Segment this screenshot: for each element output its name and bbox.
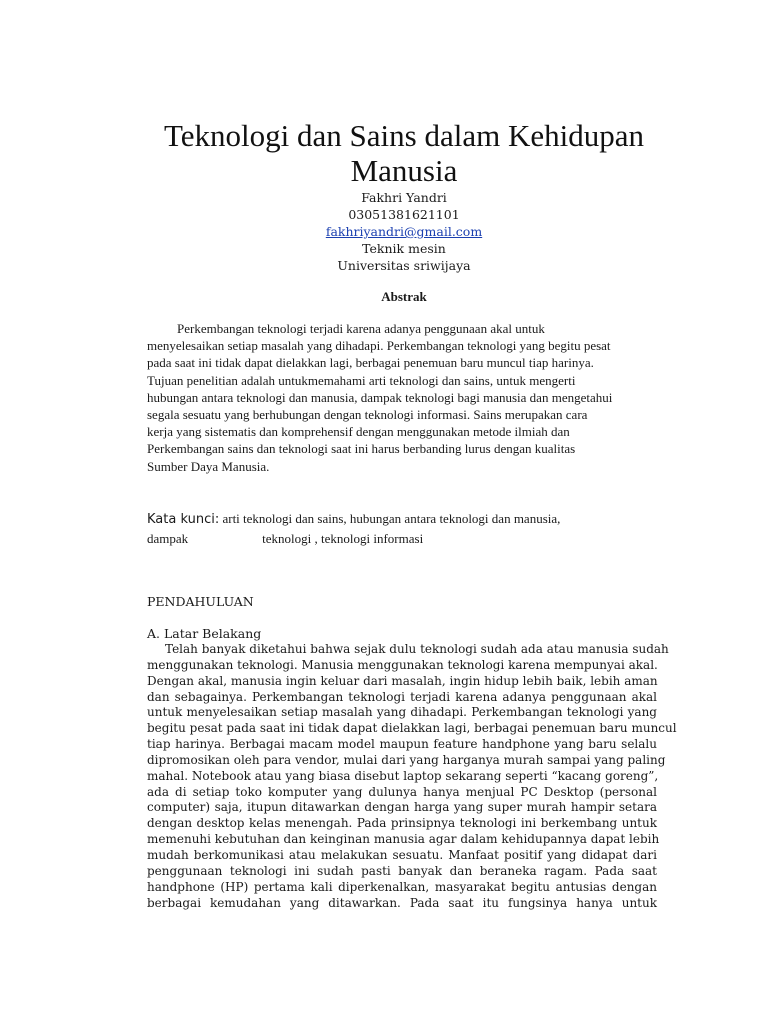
author-name: Fakhri Yandri (361, 190, 447, 205)
body-line: dengan desktop kelas menengah. Pada prinsipnya teknologi ini berkembang untuk (147, 816, 657, 831)
keywords-text: arti teknologi dan sains, hubungan antara teknologi dan manusia, (222, 511, 561, 526)
abstract-body (147, 320, 657, 475)
body-line: begitu pesat pada saat ini tidak dapat dielakkan lagi, berbagai penemuan baru muncul (147, 721, 677, 736)
abstract-heading: Abstrak (381, 289, 427, 304)
author-block (0, 189, 768, 274)
section-heading: PENDAHULUAN (147, 594, 254, 609)
abstract-line: menyelesaikan setiap masalah yang dihadapi. Perkembangan teknologi yang begitu pesat (147, 338, 611, 354)
keywords-text: dampak (147, 531, 189, 546)
abstract-line: pada saat ini tidak dapat dielakkan lagi, berbagai penemuan baru muncul tiap harinya. (147, 355, 594, 371)
body-line: dipromosikan oleh para vendor, mulai dari yang harganya murah sampai yang paling (147, 752, 666, 767)
university: Universitas sriwijaya (337, 258, 471, 273)
body-line: mahal. Notebook atau yang biasa disebut laptop sekarang seperti “kacang goreng”, (147, 768, 659, 783)
title-line-1: Teknologi dan Sains dalam Kehidupan (164, 118, 644, 153)
body-line: dan sebagainya. Perkembangan teknologi terjadi karena adanya penggunaan akal (147, 689, 657, 704)
subsection-heading: A. Latar Belakang (147, 626, 262, 641)
department: Teknik mesin (362, 241, 446, 256)
abstract-line: Tujuan penelitian adalah untukmemahami arti teknologi dan sains, untuk mengerti (147, 372, 576, 388)
body-paragraph (147, 642, 677, 911)
body-line: menggunakan teknologi. Manusia menggunakan teknologi karena mempunyai akal. (147, 657, 658, 672)
body-line: berbagai kemudahan yang ditawarkan. Pada saat itu fungsinya hanya untuk (147, 895, 657, 910)
paper-title (0, 118, 768, 188)
abstract-line: hubungan antara teknologi dan manusia, dampak teknologi bagi manusia dan mengetahui (147, 389, 613, 405)
abstract-line: Perkembangan sains dan teknologi saat ini harus berbanding lurus dengan kualitas (147, 441, 576, 457)
abstract-line: kerja yang sistematis dan komprehensif dengan menggunakan metode ilmiah dan (147, 424, 570, 440)
body-line: Telah banyak diketahui bahwa sejak dulu teknologi sudah ada atau manusia sudah (165, 642, 669, 656)
body-line: tiap harinya. Berbagai macam model maupun feature handphone yang baru selalu (147, 737, 657, 752)
body-line: Dengan akal, manusia ingin keluar dari masalah, ingin hidup lebih baik, lebih aman (147, 673, 658, 688)
body-line: mudah berkomunikasi atau melakukan sesuatu. Manfaat positif yang didapat dari (147, 847, 657, 862)
body-line: untuk menyelesaikan setiap masalah yang dihadapi. Perkembangan teknologi yang (147, 705, 657, 720)
abstract-line: Sumber Daya Manusia. (147, 458, 270, 474)
abstract-line: Perkembangan teknologi terjadi karena adanya penggunaan akal untuk (177, 321, 545, 336)
body-line: ada di setiap toko komputer yang dulunya hanya menjual PC Desktop (personal (147, 784, 657, 799)
body-line: handphone (HP) pertama kali diperkenalkan, masyarakat begitu antusias dengan (147, 879, 657, 894)
keywords-block (147, 509, 647, 548)
student-id: 03051381621101 (348, 207, 460, 222)
keywords-label: Kata kunci: (147, 512, 220, 527)
author-email-link[interactable]: fakhriyandri@gmail.com (325, 224, 483, 239)
body-line: penggunaan teknologi ini sudah pasti banyak dan beraneka ragam. Pada saat (147, 863, 657, 878)
body-line: memenuhi kebutuhan dan keinginan manusia agar dalam kehidupannya dapat lebih (147, 832, 660, 847)
title-line-2: Manusia (350, 153, 458, 188)
body-line: computer) saja, itupun ditawarkan dengan harga yang super murah hampir setara (147, 800, 657, 815)
keywords-text: teknologi , teknologi informasi (262, 531, 424, 546)
abstract-line: segala sesuatu yang berhubungan dengan teknologi informasi. Sains merupakan cara (147, 407, 588, 423)
